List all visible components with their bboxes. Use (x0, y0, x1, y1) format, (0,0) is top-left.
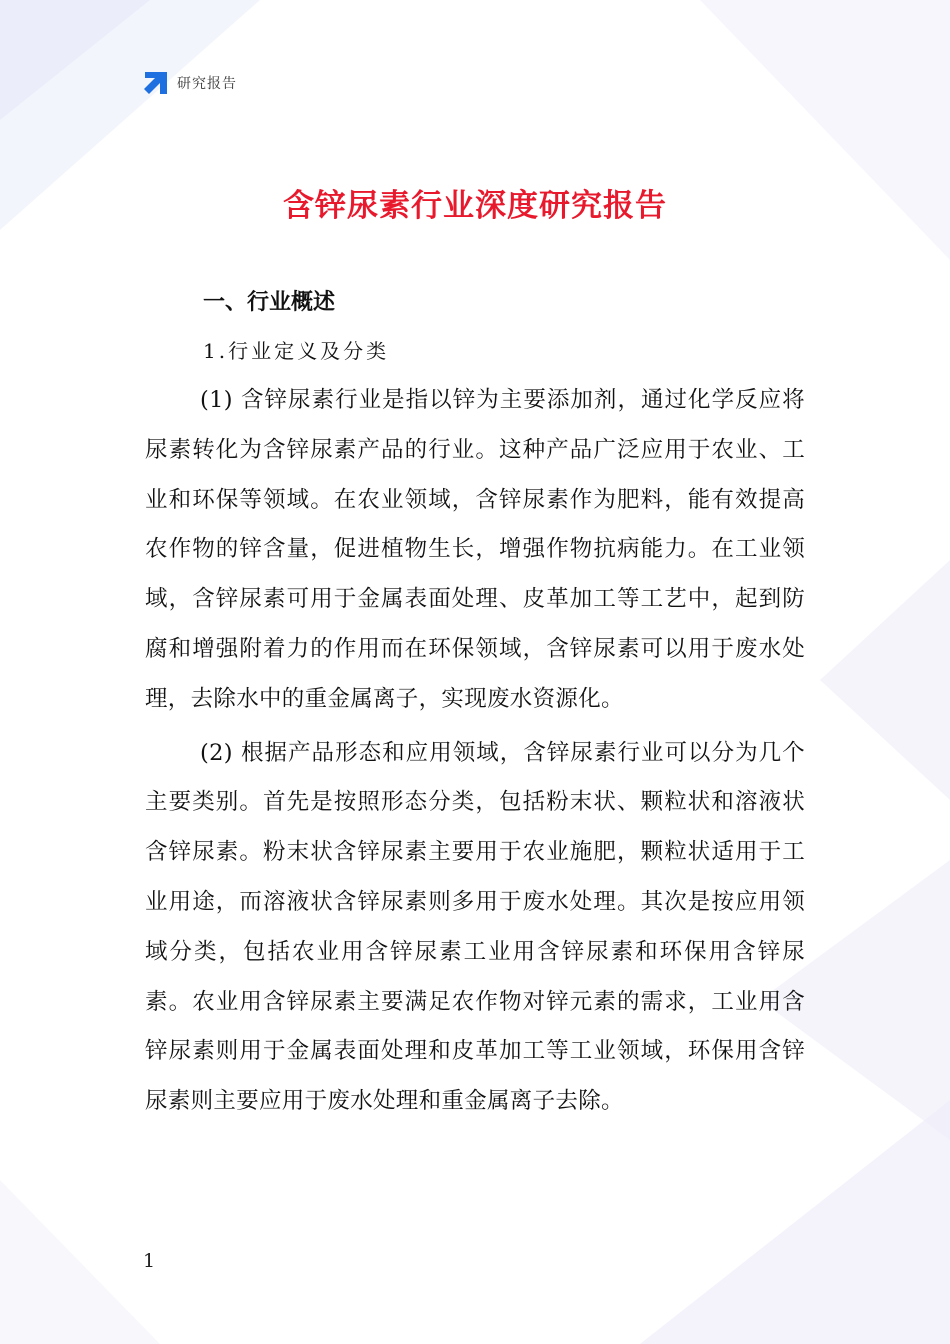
sub-heading: 1.行业定义及分类 (203, 339, 390, 363)
paragraph: (2) 根据产品形态和应用领域，含锌尿素行业可以分为几个主要类别。首先是按照形态分类，包括粉末状、颗粒状和溶液状含锌尿素。粉末状含锌尿素主要用于农业施肥，颗粒状适用于工业用途，而溶液状含锌尿素则多用于废水处理。其次是按应用领域分类，包括农业用含锌尿素工业用含锌尿素和环保用含锌尿素。农业用含锌尿素主要满足农作物对锌元素的需求，工业用含锌尿素则用于金属表面处理和皮革加工等工业领域，环保用含锌尿素则主要应用于废水处理和重金属离子去除。 (145, 739, 805, 1115)
document-body (145, 280, 805, 1127)
report-header (143, 68, 237, 98)
section-heading: 一、行业概述 (203, 290, 336, 315)
page-number: 1 (143, 1250, 156, 1272)
paragraph: (1) 含锌尿素行业是指以锌为主要添加剂，通过化学反应将尿素转化为含锌尿素产品的行业。这种产品广泛应用于农业、工业和环保等领域。在农业领域，含锌尿素作为肥料，能有效提高农作物的锌含量，促进植物生长，增强作物抗病能力。在工业领域，含锌尿素可用于金属表面处理、皮革加工等工艺中，起到防腐和增强附着力的作用而在环保领域，含锌尿素可以用于废水处理，去除水中的重金属离子，实现废水资源化。 (145, 387, 805, 712)
document-title: 含锌尿素行业深度研究报告 (283, 188, 667, 224)
arrow-up-right-icon (143, 70, 169, 96)
header-label: 研究报告 (177, 76, 237, 92)
